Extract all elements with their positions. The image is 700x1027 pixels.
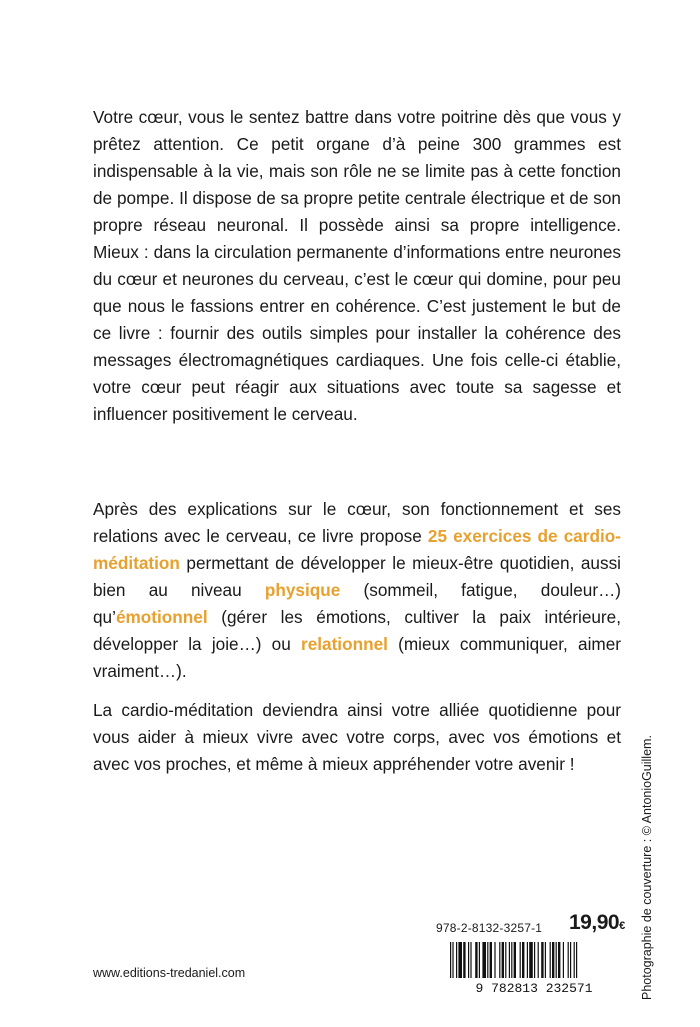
barcode-bar — [475, 942, 477, 978]
price-currency: € — [619, 920, 625, 932]
price-value: 19,90 — [569, 911, 620, 934]
barcode-bar — [509, 942, 510, 978]
barcode-bar — [541, 942, 543, 978]
paragraph-2-text-2: permettant de développer le mieux-être quotidien, aussi bien au niveau — [93, 553, 621, 600]
barcode-bar — [479, 942, 480, 978]
highlight-exercises: 25 exercices de cardio-méditation — [93, 526, 621, 573]
paragraph-3: La cardio-méditation deviendra ainsi votre alliée quotidienne pour vous aider à mieux vivre avec votre corps, avec vos émotions et avec vos proches, et même à mieux appréhender votre avenir ! — [93, 700, 621, 774]
barcode-bar — [558, 942, 560, 978]
barcode-bar — [545, 942, 546, 978]
barcode-bar — [482, 942, 486, 978]
barcode-digits: 9 782813 232571 — [475, 981, 593, 994]
barcode-bar — [556, 942, 557, 978]
barcode-bar — [487, 942, 488, 978]
price — [569, 911, 625, 935]
barcode-bar — [534, 942, 535, 978]
barcode-bar — [505, 942, 506, 978]
barcode-bar — [522, 942, 524, 978]
isbn-number: 978-2-8132-3257-1 — [436, 921, 543, 935]
paragraph-1: Votre cœur, vous le sentez battre dans votre poitrine dès que vous y prêtez attention. Ce petit organe d’à peine 300 grammes est indispensable à la vie, mais son rôle ne se limite pas à cette fonction de pompe. Il dispose de sa propre petite centrale électrique et de son propre réseau neuronal. Il possède ainsi sa propre intelligence. Mieux : dans la circulation permanente d’informations entre neurones du cœur et neurones du cerveau, c’est le cœur qui domine, pour peu que nous le fassions entrer en cohérence. C’est justement le but de ce livre : fournir des outils simples pour installer la cohérence des messages électromagnétiques cardiaques. Une fois celle-ci établie, votre cœur peut réagir aux situations avec toute sa sagesse et influencer positivement le cerveau. — [93, 107, 621, 424]
photo-credit: Photographie de couverture : © AntonioGuillem. — [640, 735, 654, 1000]
barcode-bar — [570, 942, 571, 978]
barcode-bar — [574, 942, 575, 978]
barcode-bar — [452, 942, 453, 978]
barcode-bar — [458, 942, 462, 978]
barcode-bar — [576, 942, 577, 978]
paragraph-2 — [93, 496, 621, 685]
barcode-bar — [450, 942, 451, 978]
barcode-bar — [529, 942, 533, 978]
paragraph-2-text-5: (mieux communiquer, aimer vraiment…). — [93, 634, 622, 681]
highlight-emotionnel: émotionnel — [115, 607, 208, 627]
barcode-bar — [550, 942, 551, 978]
barcode-bar — [470, 942, 471, 978]
barcode-bar — [502, 942, 504, 978]
paragraph-2-text-3: (sommeil, fatigue, douleur…) qu’ — [93, 580, 622, 627]
barcode-bar — [520, 942, 521, 978]
barcode-bar — [511, 942, 512, 978]
barcode-bar — [456, 942, 457, 978]
paragraph-2-text-4: (gérer les émotions, cultiver la paix intérieure, développer la joie…) ou — [93, 607, 621, 654]
barcode-bar — [552, 942, 554, 978]
barcode-bar — [568, 942, 569, 978]
publisher-website: www.editions-tredaniel.com — [93, 966, 246, 980]
barcode-bar — [463, 942, 465, 978]
barcode-bar — [527, 942, 528, 978]
barcode-bar — [468, 942, 469, 978]
barcode-bar — [538, 942, 539, 978]
barcode-bar — [499, 942, 500, 978]
barcode-bar — [494, 942, 495, 978]
barcode — [436, 940, 632, 994]
barcode-bar — [490, 942, 492, 978]
paragraph-2-text-1: Après des explications sur le cœur, son fonctionnement et ses relations avec le cerveau, ce livre propose — [93, 499, 621, 546]
highlight-physique: physique — [264, 580, 341, 600]
barcode-bar — [514, 942, 516, 978]
highlight-relationnel: relationnel — [301, 634, 388, 654]
barcode-bar — [563, 942, 564, 978]
